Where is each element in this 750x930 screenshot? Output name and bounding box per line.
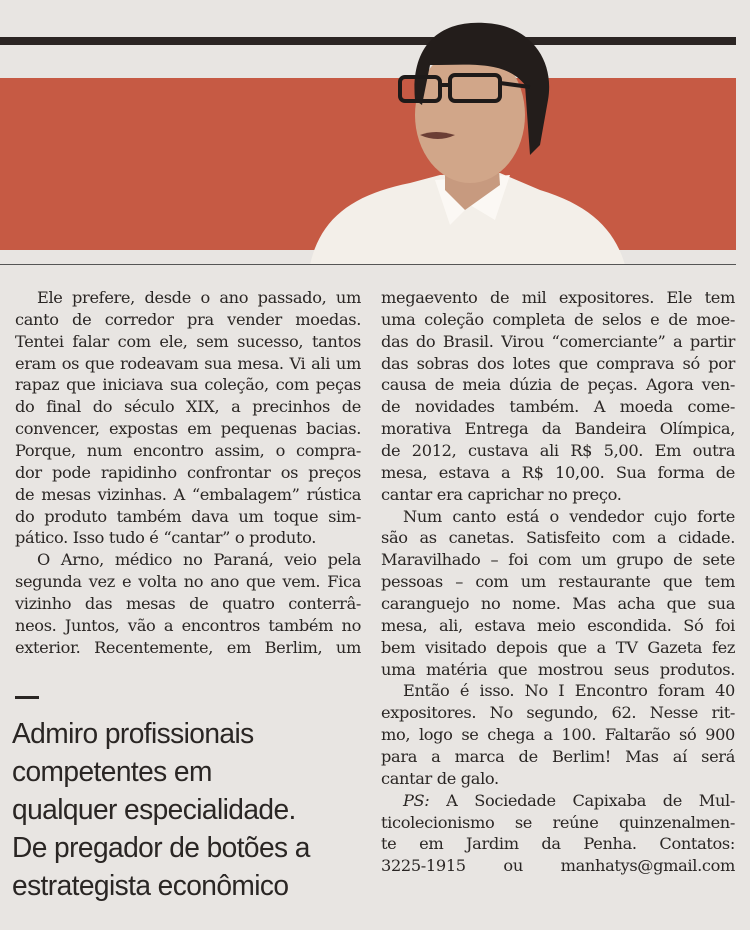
text-line: de 2012, custava ali R$ 5,00. Em outra xyxy=(381,441,735,461)
ps-label: PS: xyxy=(403,790,430,810)
text-line: caranguejo no nome. Mas acha que sua xyxy=(381,594,735,614)
text-line: Maravilhado – foi com um grupo de sete xyxy=(381,550,735,570)
text-line: megaevento de mil expositores. Ele tem xyxy=(381,288,735,307)
text-line: para a marca de Berlim! Mas aí será xyxy=(381,747,735,767)
text-line: neos. Juntos, vão a encontros também no xyxy=(15,615,361,635)
text-line: do final do século XIX, a precinhos de xyxy=(15,397,361,417)
ps-line xyxy=(381,790,735,812)
text-line: causa de meia dúzia de peças. Agora ven- xyxy=(381,375,735,395)
text-line: bem visitado depois que a TV Gazeta fez xyxy=(381,637,735,657)
text-line: cantar de galo. xyxy=(381,768,499,788)
pull-quote-line: De pregador de botões a xyxy=(12,832,310,864)
pull-quote-dash xyxy=(15,696,39,699)
text-line: Ele prefere, desde o ano passado, um xyxy=(37,288,361,307)
pull-quote-line: qualquer especialidade. xyxy=(12,794,296,826)
text-line: pessoas – com um restaurante que tem xyxy=(381,572,735,592)
text-line: mesa, ali, estava meio escondida. Só foi xyxy=(381,615,735,635)
text-line: convencer, expostas em pequenas bacias. xyxy=(15,419,361,439)
text-line: dor pode rapidinho confrontar os preços xyxy=(15,462,361,482)
text-line: vizinho das mesas de quatro conterrâ- xyxy=(15,594,361,614)
text-line: uma coleção completa de selos e de moe- xyxy=(381,309,735,329)
pull-quote-line: competentes em xyxy=(12,756,212,788)
text-line: eram os que rodeavam sua mesa. Vi ali um xyxy=(15,353,361,373)
pull-quote-line: estrategista econômico xyxy=(12,870,289,902)
text-line: mesa, estava a R$ 10,00. Sua forma de xyxy=(381,462,735,482)
article-left-column xyxy=(15,287,361,659)
text-line: Porque, num encontro assim, o compra- xyxy=(15,441,361,461)
text-line: exterior. Recentemente, em Berlim, um xyxy=(15,637,361,657)
text-line: Então é isso. No I Encontro foram 40 xyxy=(403,681,735,701)
text-line: canto de corredor pra vender moedas. xyxy=(15,309,361,329)
text-line: de mesas vizinhas. A “embalagem” rústica xyxy=(15,484,361,504)
pull-quote xyxy=(12,715,352,905)
text-line: de novidades também. A moeda come- xyxy=(381,397,735,417)
ps-line: ticolecionismo se reúne quinzenalmen- xyxy=(381,812,735,832)
text-line: mo, logo se chega a 100. Faltarão só 900 xyxy=(381,725,735,745)
text-line: Tentei falar com ele, sem sucesso, tantos xyxy=(15,331,361,351)
text-line: uma matéria que mostrou seus produtos. xyxy=(381,659,735,679)
article-right-column xyxy=(381,287,735,877)
text-line: do produto também dava um toque sim- xyxy=(15,506,361,526)
text-line: das do Brasil. Virou “comerciante” a partir xyxy=(381,331,735,351)
ps-line: te em Jardim da Penha. Contatos: xyxy=(381,834,735,854)
text-line: O Arno, médico no Paraná, veio pela xyxy=(37,550,361,570)
text-line: segunda vez e volta no ano que vem. Fica xyxy=(15,572,361,592)
divider-rule xyxy=(0,264,736,265)
text-line: são as canetas. Satisfeito com a cidade. xyxy=(381,528,735,548)
text-line: rapaz que iniciava sua coleção, com peças xyxy=(15,375,361,395)
ps-text: A Sociedade Capixaba de Mul- xyxy=(446,790,735,810)
text-line: Num canto está o vendedor cujo forte xyxy=(403,506,735,526)
text-line: cantar era caprichar no preço. xyxy=(381,484,622,504)
ps-line: 3225-1915 ou manhatys@gmail.com xyxy=(381,856,735,876)
text-line: das sobras dos lotes que comprava só por xyxy=(381,353,735,373)
text-line: pático. Isso tudo é “cantar” o produto. xyxy=(15,528,317,548)
text-line: morativa Entrega da Bandeira Olímpica, xyxy=(381,419,735,439)
columnist-photo xyxy=(300,5,640,265)
pull-quote-line: Admiro profissionais xyxy=(12,718,254,750)
text-line: expositores. No segundo, 62. Nesse rit- xyxy=(381,703,735,723)
